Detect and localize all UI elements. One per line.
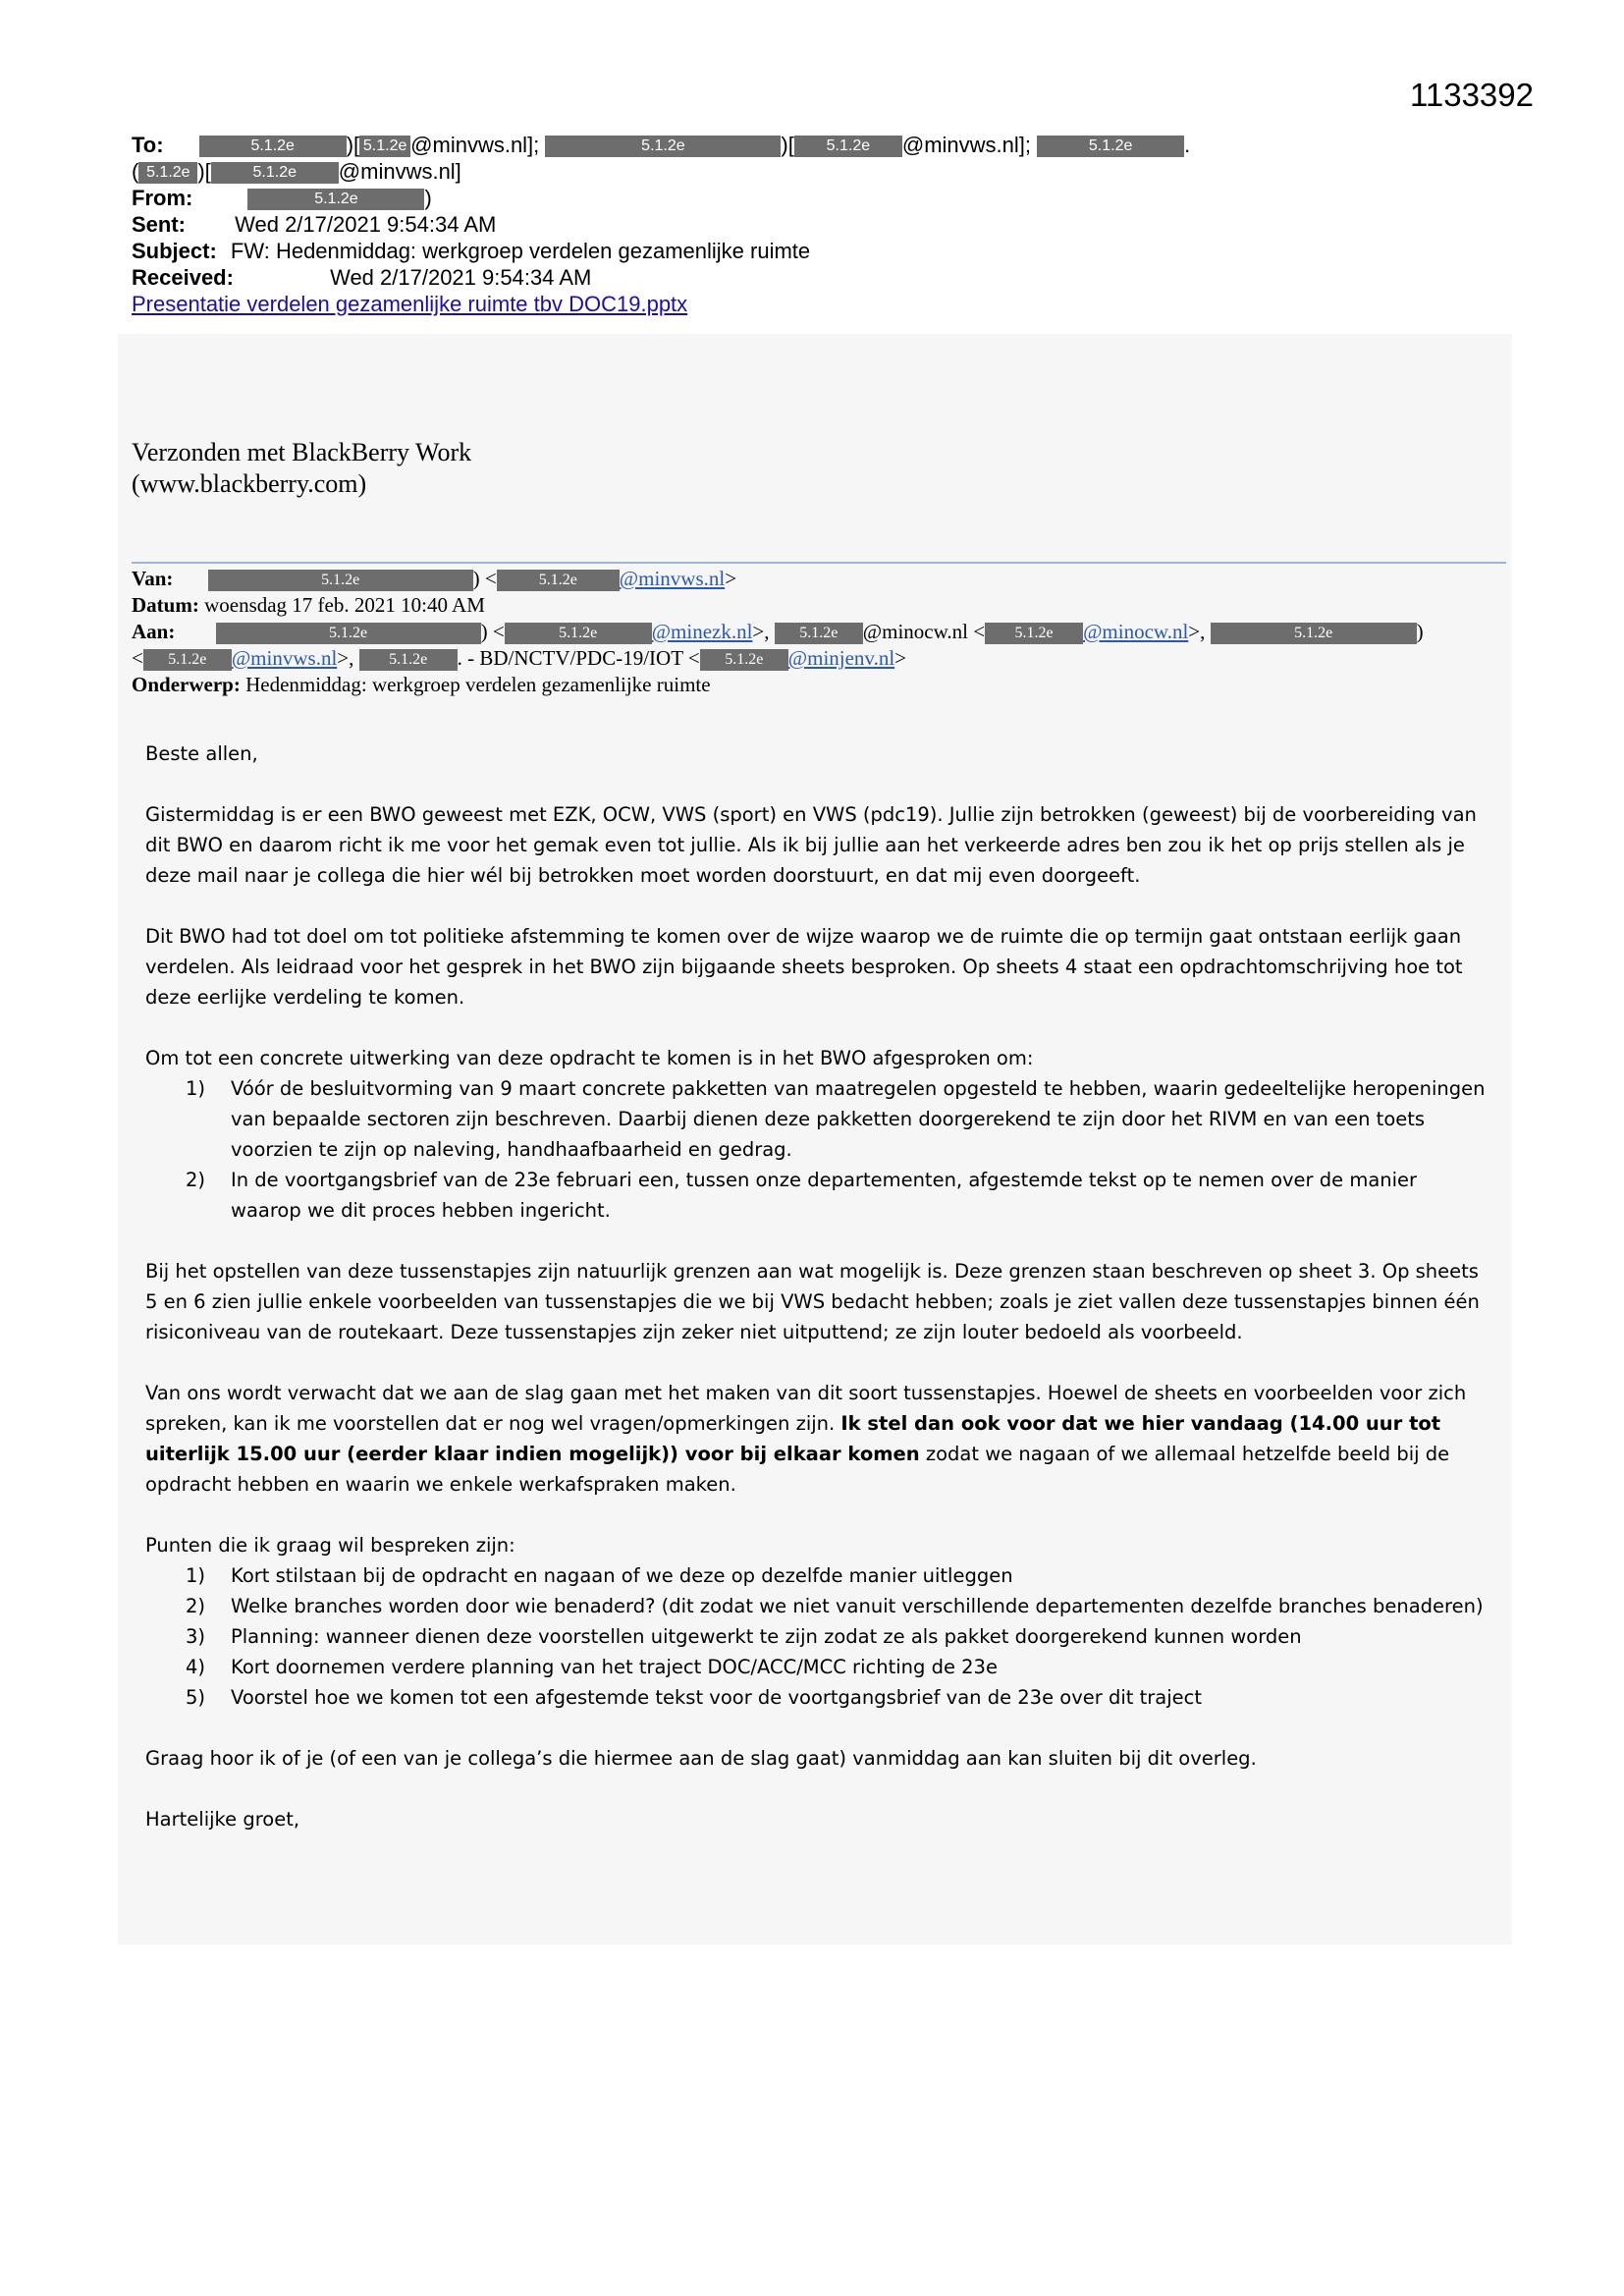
to-domain: @minvws.nl]; [901,133,1032,157]
aan-domain: @minocw.nl [862,620,968,643]
redaction: 5.1.2e [775,623,863,644]
message-body [145,738,1490,1865]
redaction: 5.1.2e [211,162,339,184]
redaction: 5.1.2e [247,189,424,210]
subject-label: Subject: [132,239,217,263]
signature-line: Verzonden met BlackBerry Work [132,438,472,466]
redaction: 5.1.2e [208,570,473,591]
list-number: 1) [186,1077,206,1100]
list-number: 4) [186,1656,206,1678]
list-number: 2) [186,1169,206,1191]
list-number: 1) [186,1564,206,1587]
attachment-link[interactable]: Presentatie verdelen gezamenlijke ruimte tbv DOC19.pptx [132,292,688,316]
paragraph: Dit BWO had tot doel om tot politieke afstemming te komen over de wijze waarop we de ruimte die op termijn gaat ontstaan eerlijk gaan verdelen. Als leidraad voor het gesprek in het BWO zijn bijgaande sheets besproken. Op sheets 4 staat een opdrachtomschrijving hoe tot deze eerlijke verdeling te komen. [145,925,1463,1009]
redaction: 5.1.2e [216,623,481,644]
aan-org: . - BD/NCTV/PDC-19/IOT [457,646,683,670]
onderwerp-label: Onderwerp: [132,673,241,696]
to-domain: @minvws.nl] [338,159,461,184]
aan-label: Aan: [132,620,176,643]
redaction: 5.1.2e [199,136,347,157]
received-value: Wed 2/17/2021 9:54:34 AM [330,265,592,290]
list-item [145,1560,1490,1591]
paragraph: Gistermiddag is er een BWO geweest met EZK, OCW, VWS (sport) en VWS (pdc19). Jullie zijn betrokken (geweest) bij de voorbereiding van dit BWO en daarom richt ik me voor het gemak even tot jullie. Als ik bij jullie aan het verkeerde adres ben zou ik het op prijs stellen als je deze mail naar je collega die hier wél bij betrokken moet worden doorstuurt, en dat mij even doorgeeft. [145,803,1477,887]
to-line-continued: ( 5.1.2e )[ 5.1.2e @minvws.nl] [132,159,461,184]
paragraph: Punten die ik graag wil bespreken zijn: [145,1534,515,1557]
received-line [132,264,591,291]
from-label: From: [132,186,193,210]
redaction: 5.1.2e [359,136,410,157]
list-number: 5) [186,1686,206,1709]
to-domain: @minvws.nl]; [410,133,540,157]
list-item [145,1073,1490,1165]
redaction: 5.1.2e [497,570,620,591]
subject-value: FW: Hedenmiddag: werkgroep verdelen gezamenlijke ruimte [230,239,811,263]
paragraph [145,1378,1490,1500]
list-text: Kort doornemen verdere planning van het traject DOC/ACC/MCC richting de 23e [231,1656,998,1678]
list-text: Vóór de besluitvorming van 9 maart concrete pakketten van maatregelen opgesteld te hebben, waarin gedeeltelijke heropeningen van bepaalde sectoren zijn beschreven. Daarbij dienen deze pakketten doorgerekend te zijn door het RIVM en van een toets voorzien te zijn op naleving, handhaafbaarheid en gedrag. [231,1077,1486,1161]
subject-line [132,238,810,264]
agreement-list [145,1073,1490,1226]
from-line: From: 5.1.2e ) [132,186,432,210]
sent-label: Sent: [132,212,186,237]
to-line: To: 5.1.2e )[ 5.1.2e @minvws.nl]; 5.1.2e )[ 5.1.2e @minvws.nl]; 5.1.2e . [132,133,1191,157]
list-number: 2) [186,1595,206,1617]
blackberry-signature [132,437,471,500]
datum-value: woensdag 17 feb. 2021 10:40 AM [204,593,485,617]
email-link[interactable]: @minvws.nl [619,567,726,590]
aan-line: Aan: 5.1.2e ) < 5.1.2e @minezk.nl>, 5.1.2e @minocw.nl < 5.1.2e @minocw.nl>, 5.1.2e ) [132,620,1424,643]
list-item [145,1621,1490,1652]
list-text: In de voortgangsbrief van de 23e februari een, tussen onze departementen, afgestemde tekst op te nemen over de manier waarop we dit proces hebben ingericht. [231,1169,1418,1222]
onderwerp-value: Hedenmiddag: werkgroep verdelen gezamenlijke ruimte [245,673,711,696]
email-link[interactable]: @minjenv.nl [787,646,895,670]
redaction: 5.1.2e [505,623,652,644]
list-item [145,1682,1490,1713]
van-label: Van: [132,567,174,590]
redaction: 5.1.2e [545,136,781,157]
list-item [145,1165,1490,1226]
attachment-line [132,291,687,317]
email-link[interactable]: @minocw.nl [1083,620,1189,643]
closing: Hartelijke groet, [145,1808,300,1831]
text: Van ons wordt verwacht dat we aan de slag gaan met het maken van dit soort tussenstapjes. Hoewel de sheets en voorbeelden voor zich spreken, kan ik me voorstellen dat er nog wel vragen/opmerkingen zijn. [145,1382,1467,1435]
document-number: 1133392 [1409,77,1534,113]
signature-line: (www.blackberry.com) [132,469,367,498]
to-label: To: [132,133,164,157]
list-number: 3) [186,1625,206,1648]
redaction: 5.1.2e [1037,136,1184,157]
aan-line-continued: < 5.1.2e @minvws.nl>, 5.1.2e . - BD/NCTV/PDC-19/IOT < 5.1.2e @minjenv.nl> [132,646,906,670]
datum-line [132,592,485,619]
paragraph: Graag hoor ik of je (of een van je collega’s die hiermee aan de slag gaat) vanmiddag aan kan sluiten bij dit overleg. [145,1747,1257,1770]
van-line: Van: 5.1.2e ) < 5.1.2e @minvws.nl> [132,567,737,590]
sent-line [132,211,496,238]
redaction: 5.1.2e [1211,623,1417,644]
greeting: Beste allen, [145,742,258,765]
list-text: Kort stilstaan bij de opdracht en nagaan of we deze op dezelfde manier uitleggen [231,1564,1013,1587]
list-text: Voorstel hoe we komen tot een afgestemde tekst voor de voortgangsbrief van de 23e over dit traject [231,1686,1202,1709]
datum-label: Datum: [132,593,199,617]
paragraph: Bij het opstellen van deze tussenstapjes zijn natuurlijk grenzen aan wat mogelijk is. Deze grenzen staan beschreven op sheet 3. Op sheets 5 en 6 zien jullie enkele voorbeelden van tussenstapjes die we bij VWS bedacht hebben; zoals je ziet vallen deze tussenstapjes binnen één risiconiveau van de routekaart. Deze tussenstapjes zijn zeker niet uitputtend; ze zijn louter bedoeld als voorbeeld. [145,1260,1480,1343]
list-item [145,1591,1490,1621]
text: zodat we nagaan of we allemaal hetzelfde beeld bij de opdracht hebben en waarin we enkele werkafspraken maken. [145,1443,1450,1496]
redaction: 5.1.2e [138,162,197,184]
sent-value: Wed 2/17/2021 9:54:34 AM [235,212,497,237]
redaction: 5.1.2e [359,649,458,671]
list-item [145,1652,1490,1682]
separator-rule [132,562,1506,564]
email-link[interactable]: @minezk.nl [651,620,753,643]
redaction: 5.1.2e [143,649,232,671]
received-label: Received: [132,265,234,290]
agenda-list [145,1560,1490,1713]
list-text: Planning: wanneer dienen deze voorstellen uitgewerkt te zijn zodat ze als pakket doorgerekend kunnen worden [231,1625,1302,1648]
onderwerp-line [132,672,711,698]
email-link[interactable]: @minvws.nl [231,646,338,670]
list-text: Welke branches worden door wie benaderd? (dit zodat we niet vanuit verschillende departementen dezelfde branches benaderen) [231,1595,1484,1617]
paragraph: Om tot een concrete uitwerking van deze opdracht te komen is in het BWO afgesproken om: [145,1047,1034,1069]
bold-proposal: Ik stel dan ook voor dat we hier vandaag (14.00 uur tot uiterlijk 15.00 uur (eerder klaar indien mogelijk)) voor bij elkaar komen [145,1412,1441,1465]
redaction: 5.1.2e [700,649,788,671]
redaction: 5.1.2e [985,623,1083,644]
redaction: 5.1.2e [794,136,902,157]
